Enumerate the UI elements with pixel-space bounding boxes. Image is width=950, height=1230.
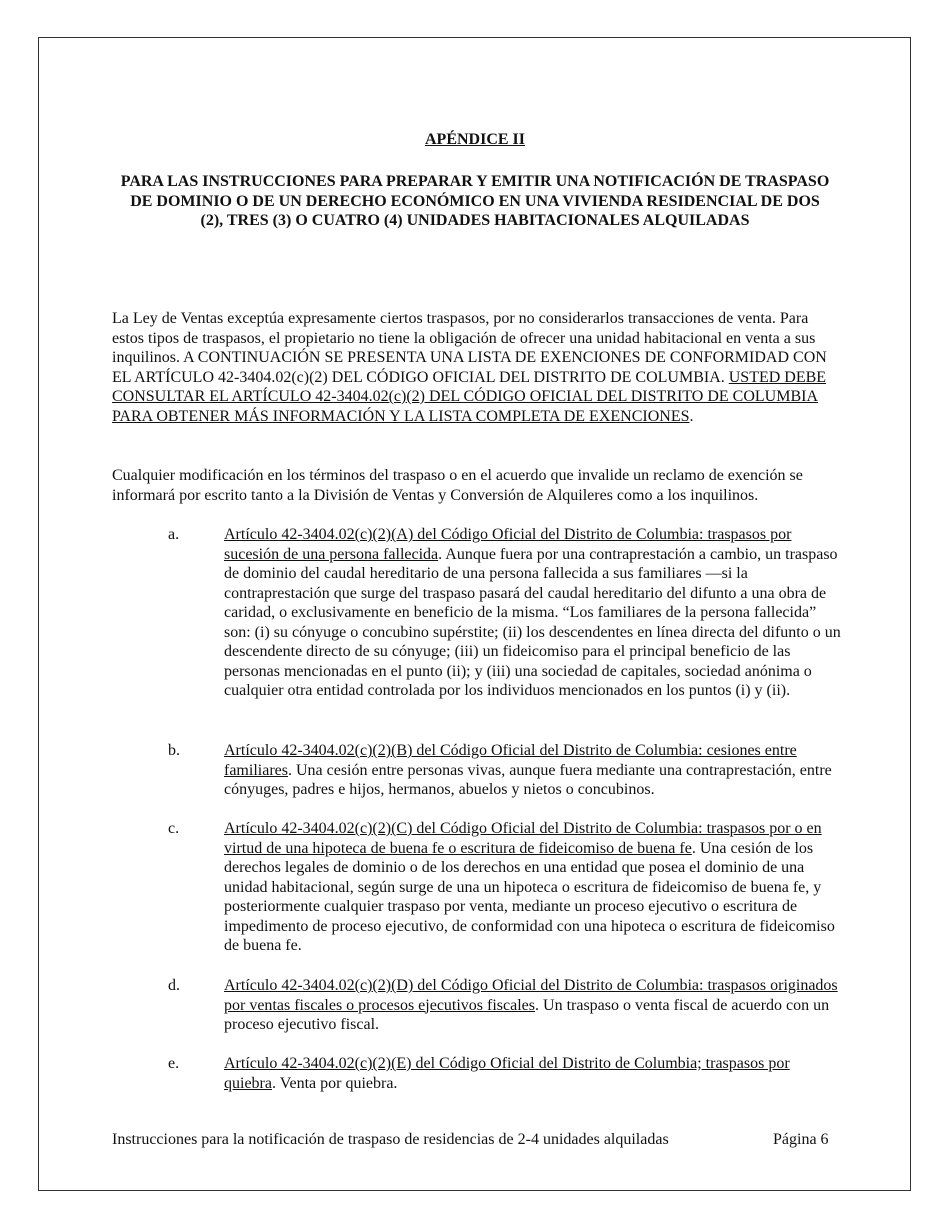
- appendix-title: APÉNDICE II: [424, 131, 525, 148]
- item-text: . Venta por quiebra.: [271, 1074, 398, 1092]
- item-text: . Un traspaso o venta fiscal de acuerdo con un proceso ejecutivo fiscal.: [224, 996, 830, 1033]
- item-text: . Una cesión entre personas vivas, aunque fuera mediante una contraprestación, entre cónyuges, padres e hijos, hermanos, abuelos y nietos o concubinos.: [224, 761, 832, 798]
- item-letter: c.: [168, 820, 180, 837]
- item-heading: Artículo 42-3404.02(c)(2)(B) del Código Oficial del Distrito de Columbia: cesiones entre familiares: [224, 742, 797, 779]
- item-heading: Artículo 42-3404.02(c)(2)(C) del Código Oficial del Distrito de Columbia: traspasos por o en virtud de una hipoteca de buena fe o escritura de fideicomiso de buena fe: [224, 820, 822, 857]
- intro-text: La Ley de Ventas exceptúa expresamente ciertos traspasos, por no considerarlos transacciones de venta. Para estos tipos de traspasos, el propietario no tiene la obligación de ofrecer una unidad habitacional en venta a sus inquilinos. A CONTINUACIÓN SE PRESENTA UNA LISTA DE EXENCIONES DE CONFORMIDAD CON EL ARTÍCULO 42-3404.02(c)(2) DEL CÓDIGO OFICIAL DEL DISTRITO DE COLUMBIA.: [112, 310, 827, 386]
- page-number: Página 6: [773, 1131, 829, 1148]
- intro-underlined-text: USTED DEBE CONSULTAR EL ARTÍCULO 42-3404.02(c)(2) DEL CÓDIGO OFICIAL DEL DISTRITO DE COLUMBIA PARA OBTENER MÁS INFORMACIÓN Y LA LISTA COMPLETA DE EXENCIONES: [112, 368, 827, 425]
- item-body: [224, 1054, 842, 1093]
- item-letter: b.: [168, 742, 180, 759]
- item-body: [224, 819, 842, 956]
- item-heading: Artículo 42-3404.02(c)(2)(D) del Código Oficial del Distrito de Columbia: traspasos originados por ventas fiscales o procesos ejecutivos fiscales: [224, 977, 838, 1014]
- notice-paragraph: Cualquier modificación en los términos del traspaso o en el acuerdo que invalide un reclamo de exención se informará por escrito tanto a la División de Ventas y Conversión de Alquileres como a los inquilinos.: [112, 467, 803, 504]
- item-text: . Una cesión de los derechos legales de dominio o de los derechos en una entidad que posea el dominio de una unidad habitacional, según surge de una un hipoteca o escritura de fideicomiso de buena fe, y posteriormente cualquier traspaso por venta, mediante un proceso ejecutivo o escritura de impedimento de proceso ejecutivo, de conformidad con una hipoteca o escritura de fideicomiso de buena fe.: [224, 839, 835, 954]
- item-heading: Artículo 42-3404.02(c)(2)(E) del Código Oficial del Distrito de Columbia; traspasos por quiebra: [224, 1055, 790, 1092]
- document-subtitle: PARA LAS INSTRUCCIONES PARA PREPARAR Y EMITIR UNA NOTIFICACIÓN DE TRASPASO DE DOMINIO O DE UN DERECHO ECONÓMICO EN UNA VIVIENDA RESIDENCIAL DE DOS (2), TRES (3) O CUATRO (4) UNIDADES HABITACIONALES ALQUILADAS: [120, 173, 830, 229]
- item-heading: Artículo 42-3404.02(c)(2)(A) del Código Oficial del Distrito de Columbia: traspasos por sucesión de una persona fallecida: [224, 526, 792, 563]
- item-letter: e.: [168, 1055, 180, 1072]
- item-text: . Aunque fuera por una contraprestación a cambio, un traspaso de dominio del caudal hereditario de una persona fallecida a sus familiares —si la contraprestación que surge del traspaso pasará del caudal hereditario del difunto a una obra de caridad, o exclusivamente en beneficio de la misma. “Los familiares de la persona fallecida” son: (i) su cónyuge o concubino supérstite; (ii) los descendentes en línea directa del difunto o un descendente directo de su cónyuge; (iii) un fideicomiso para el principal beneficio de las personas mencionadas en el punto (ii); y (iii) una sociedad de capitales, sociedad anónima o cualquier otra entidad controlada por los individuos mencionados en los puntos (i) y (ii).: [224, 545, 841, 699]
- intro-end: .: [689, 407, 694, 425]
- item-letter: d.: [168, 977, 180, 994]
- item-letter: a.: [168, 526, 180, 543]
- footer-title: Instrucciones para la notificación de traspaso de residencias de 2-4 unidades alquiladas: [112, 1131, 669, 1148]
- item-body: [224, 741, 842, 800]
- intro-paragraph: [112, 309, 842, 426]
- item-body: [224, 976, 842, 1035]
- item-body: [224, 525, 842, 701]
